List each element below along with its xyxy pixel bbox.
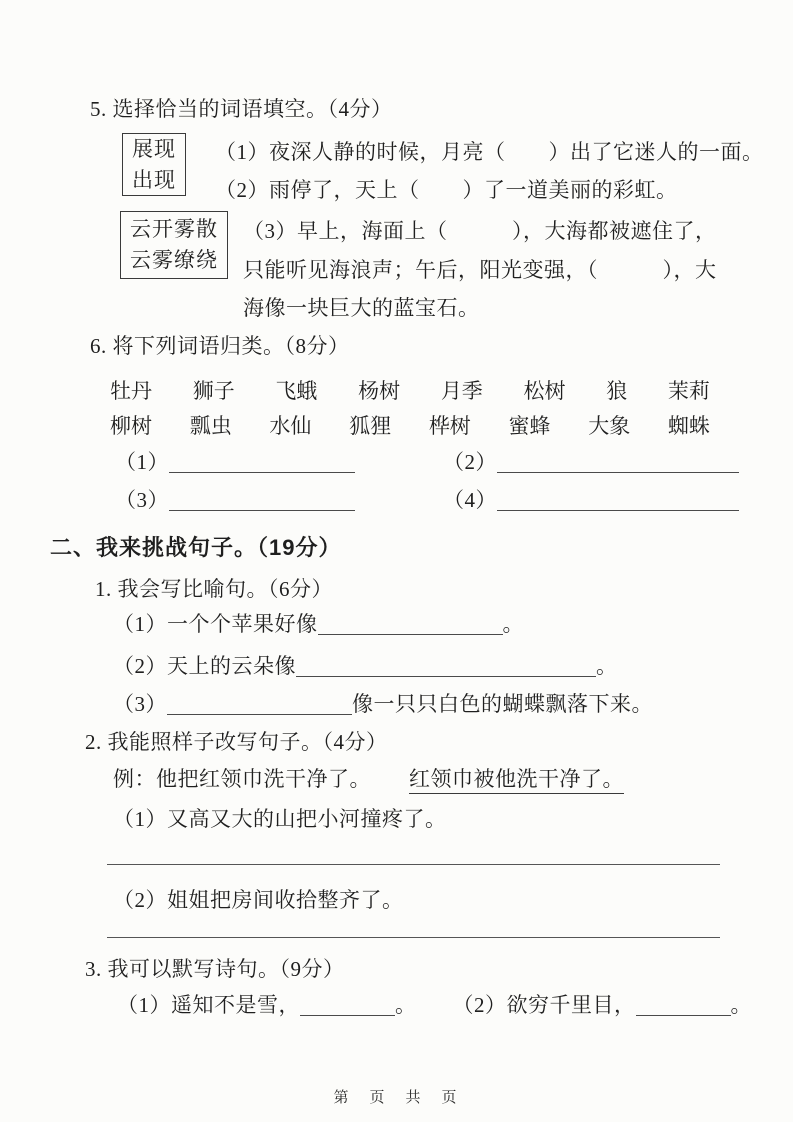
word-option: 云雾缭绕	[130, 248, 218, 272]
rewrite-item-2: （2）姐姐把房间收拾整齐了。	[113, 888, 404, 912]
example-prefix: 例：他把红领巾洗干净了。	[113, 767, 371, 791]
blank-label: （3）	[115, 488, 169, 512]
question-6-blank-4	[443, 487, 739, 514]
word-list-row-2	[110, 410, 710, 440]
section-2-heading: 二、我来挑战句子。（19分）	[50, 535, 342, 560]
word-item: 狐狸	[349, 414, 392, 438]
sentence-prefix: （3）	[113, 692, 167, 716]
simile-item-1	[113, 611, 524, 638]
word-option: 展现	[132, 136, 176, 161]
word-item: 松树	[523, 379, 566, 403]
sentence-prefix: （1）一个个苹果好像	[113, 612, 318, 636]
simile-item-3	[113, 691, 653, 718]
word-list-row-1	[110, 375, 710, 405]
question-5-item-3-line-2: 只能听见海浪声；午后，阳光变强，（ ），大	[243, 258, 717, 282]
poem-line-2-prefix: （2）欲穷千里目，	[452, 993, 636, 1017]
poem-line-2-suffix: 。	[730, 993, 752, 1017]
rewrite-example	[113, 766, 624, 793]
blank-label: （1）	[115, 450, 169, 474]
example-answer-underlined: 红领巾被他洗干净了。	[409, 767, 624, 794]
poem-line-1-prefix: （1）遥知不是雪，	[117, 993, 300, 1017]
word-item: 杨树	[358, 379, 401, 403]
question-5-item-3-line-3: 海像一块巨大的蓝宝石。	[243, 296, 480, 320]
sentence-prefix: （2）天上的云朵像	[113, 654, 296, 678]
word-choice-box-1	[122, 133, 186, 196]
word-item: 柳树	[110, 414, 152, 438]
rewrite-item-1: （1）又高又大的山把小河撞疼了。	[113, 807, 447, 831]
poem-line-1-suffix: 。	[395, 993, 417, 1017]
simile-item-2	[113, 653, 618, 680]
word-item: 蜜蜂	[508, 414, 551, 438]
word-item: 茉莉	[667, 379, 710, 403]
answer-blank	[169, 505, 355, 511]
sentence-suffix: 。	[502, 612, 524, 636]
page-footer: 第 页 共 页	[333, 1089, 460, 1106]
question-6-blank-1	[115, 449, 355, 476]
word-item: 飞蛾	[275, 379, 318, 403]
answer-blank	[296, 671, 596, 677]
word-item: 瓢虫	[189, 414, 232, 438]
word-option: 云开雾散	[130, 217, 218, 241]
question-6-blank-3	[115, 487, 355, 514]
poem-recitation-row	[117, 992, 752, 1019]
sentence-suffix: 。	[596, 654, 618, 678]
answer-blank	[169, 467, 355, 473]
word-item: 水仙	[269, 414, 312, 438]
question-6-header: 6. 将下列词语归类。（8分）	[90, 334, 350, 358]
answer-line	[107, 937, 720, 938]
answer-line	[107, 864, 720, 865]
section-2-q3-header: 3. 我可以默写诗句。（9分）	[85, 957, 345, 981]
word-option: 出现	[132, 167, 176, 192]
word-item: 牡丹	[110, 379, 152, 403]
word-item: 月季	[440, 379, 483, 403]
answer-blank	[497, 505, 739, 511]
word-item: 狮子	[192, 379, 235, 403]
sentence-suffix: 像一只只白色的蝴蝶飘落下来。	[352, 692, 653, 716]
question-6-blank-2	[443, 449, 739, 476]
word-choice-box-2	[120, 211, 228, 279]
word-item: 桦树	[428, 414, 471, 438]
section-2-q1-header: 1. 我会写比喻句。（6分）	[95, 577, 333, 601]
word-item: 大象	[588, 414, 631, 438]
answer-blank	[497, 467, 739, 473]
blank-label: （4）	[443, 488, 497, 512]
word-item: 狼	[606, 379, 628, 403]
section-2-q2-header: 2. 我能照样子改写句子。（4分）	[85, 730, 388, 754]
answer-blank	[300, 1010, 395, 1016]
question-5-item-2: （2）雨停了，天上（ ）了一道美丽的彩虹。	[215, 178, 678, 202]
answer-blank	[167, 709, 352, 715]
answer-blank	[318, 629, 503, 635]
word-item: 蜘蛛	[667, 414, 710, 438]
question-5-item-1: （1）夜深人静的时候，月亮（ ）出了它迷人的一面。	[215, 140, 764, 164]
question-5-header: 5. 选择恰当的词语填空。（4分）	[90, 97, 393, 121]
answer-blank	[636, 1010, 731, 1016]
blank-label: （2）	[443, 450, 497, 474]
question-5-item-3-line-1: （3）早上，海面上（ ），大海都被遮住了，	[243, 219, 717, 243]
